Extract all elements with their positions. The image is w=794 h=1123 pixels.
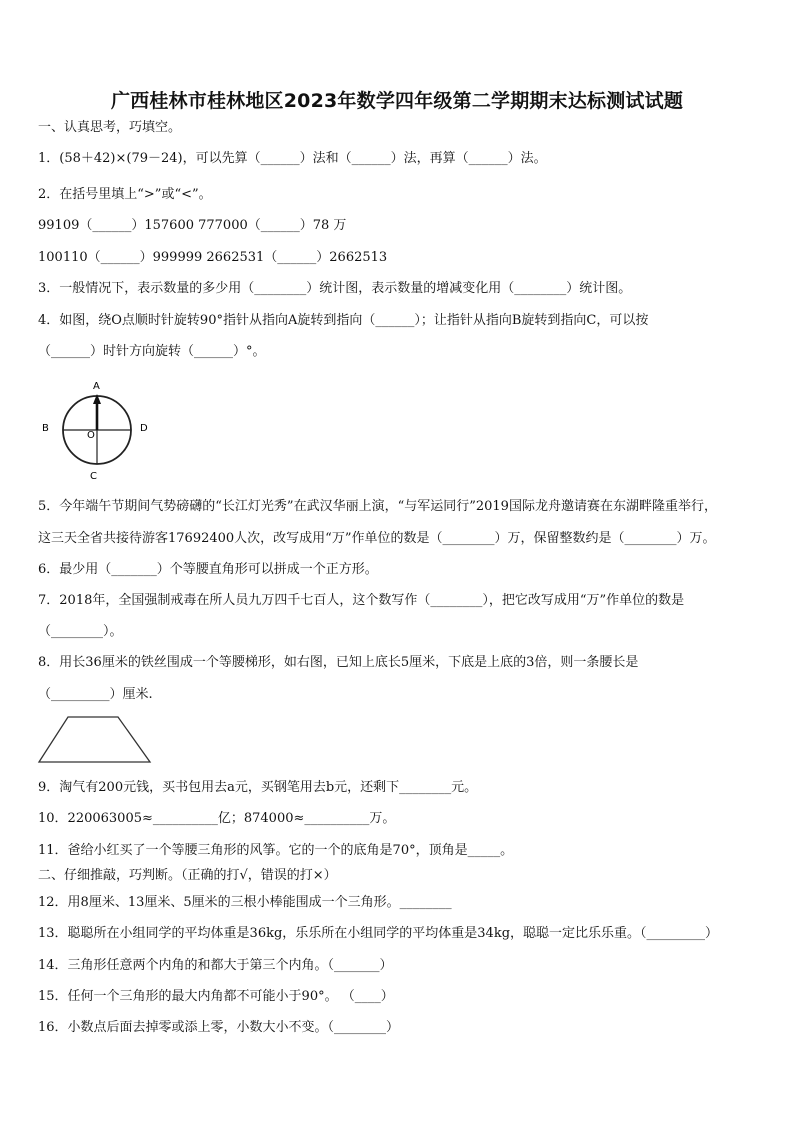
- question-2-row-2: 100110（______）999999 2662531（______）2662513: [38, 250, 388, 265]
- question-8-line-2: （_________）厘米.: [38, 687, 153, 702]
- label-b: B: [42, 423, 49, 434]
- section-heading-fill-blank: 一、认真思考，巧填空。: [38, 120, 182, 135]
- question-15: 15．任何一个三角形的最大内角都不可能小于90°。 （____）: [38, 989, 394, 1004]
- question-6: 6．最少用（_______）个等腰直角形可以拼成一个正方形。: [38, 562, 378, 577]
- question-13: 13．聪聪所在小组同学的平均体重是36kg，乐乐所在小组同学的平均体重是34kg，聪聪一定比乐乐重。（_________）: [38, 926, 719, 941]
- question-5-line-2: 这三天全省共接待游客17692400人次，改写成用“万”作单位的数是（________）万，保留整数约是（________）万。: [38, 531, 716, 546]
- trapezoid-figure: [36, 714, 156, 766]
- question-14: 14．三角形任意两个内角的和都大于第三个内角。（_______）: [38, 958, 393, 973]
- page-title: 广西桂林市桂林地区2023年数学四年级第二学期期末达标测试试题: [110, 90, 684, 112]
- question-5-line-1: 5．今年端午节期间气势磅礴的“长江灯光秀”在武汉华丽上演，“与军运同行”2019国际龙舟邀请赛在东湖畔隆重举行，: [38, 499, 717, 514]
- question-10: 10．220063005≈__________亿；874000≈__________万。: [38, 811, 396, 826]
- question-7-line-2: （________）。: [38, 624, 123, 639]
- question-7-line-1: 7．2018年，全国强制戒毒在所人员九万四千七百人，这个数写作（________），把它改写成用“万”作单位的数是: [38, 593, 685, 608]
- question-11: 11．爸给小红买了一个等腰三角形的风筝。它的一个的底角是70°，顶角是_____。: [38, 843, 514, 858]
- question-2: 2．在括号里填上“>”或“<”。: [38, 187, 212, 202]
- question-12: 12．用8厘米、13厘米、5厘米的三根小棒能围成一个三角形。________: [38, 895, 452, 910]
- question-8-line-1: 8．用长36厘米的铁丝围成一个等腰梯形，如右图，已知上底长5厘米，下底是上底的3倍，则一条腰长是: [38, 655, 639, 670]
- label-d: D: [140, 423, 148, 434]
- question-1: 1．(58＋42)×(79－24)，可以先算（______）法和（______）法，再算（______）法。: [38, 151, 547, 166]
- question-4-line-1: 4．如图，绕O点顺时针旋转90°指针从指向A旋转到指向（______）；让指针从指向B旋转到指向C，可以按: [38, 313, 649, 328]
- question-2-row-1: 99109（______）157600 777000（______）78 万: [38, 218, 347, 233]
- question-3: 3．一般情况下，表示数量的多少用（________）统计图，表示数量的增减变化用（________）统计图。: [38, 281, 632, 296]
- clock-figure: [36, 376, 156, 484]
- question-4-line-2: （______）时针方向旋转（______）°。: [38, 344, 266, 359]
- section-heading-true-false: 二、仔细推敲，巧判断。（正确的打√，错误的打×）: [38, 868, 337, 883]
- label-o: O: [87, 430, 95, 441]
- label-a: A: [93, 381, 100, 392]
- question-16: 16．小数点后面去掉零或添上零，小数大小不变。（________）: [38, 1020, 400, 1035]
- question-9: 9．淘气有200元钱，买书包用去a元，买钢笔用去b元，还剩下________元。: [38, 780, 478, 795]
- label-c: C: [90, 471, 97, 482]
- isosceles-trapezoid: [39, 717, 150, 762]
